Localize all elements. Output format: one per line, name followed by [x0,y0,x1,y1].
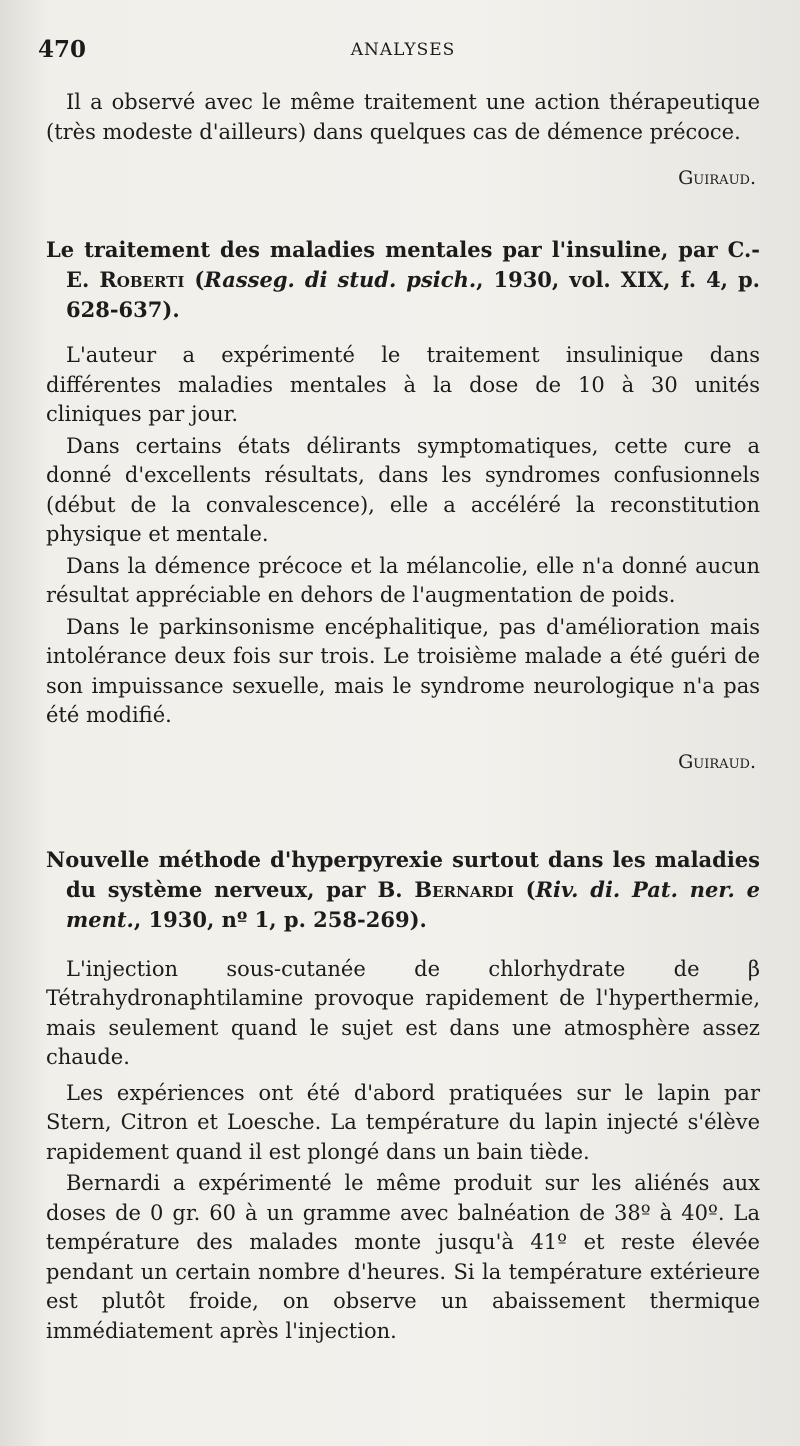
paragraph: L'injection sous-cutanée de chlorhydrate de β Tétrahydronaphtilamine provoque rapidement de l'hyperthermie, mais seulement quand le sujet est dans une atmosphère assez chaude. [46,956,760,1069]
signature: Guiraud. [678,750,756,773]
source-open: ( [184,267,205,292]
paragraph: L'auteur a expérimenté le traitement insulinique dans différentes maladies mentales à la dose de 10 à 30 unités cliniques par jour. [46,343,760,426]
running-head [38,36,760,66]
source-open: ( [513,876,536,902]
source-reference: , 1930, nº 1, p. 258-269). [133,906,427,932]
continuation-paragraph: Il a observé avec le même traitement une action thérapeutique (très modeste d'ailleurs) dans quelques cas de démence précoce. [46,90,760,144]
author-name: Roberti [99,267,185,292]
paragraph: Bernardi a expérimenté le même produit sur les aliénés aux doses de 0 gr. 60 à un gramme avec balnéation de 38º à 40º. La température des malades monte jusqu'à 41º et reste élevée pendant un certain nombre d'heures. Si la température extérieure est plutôt froide, on observe un abaissement thermique immédiatement après l'injection. [46,1171,760,1343]
page-number: 470 [38,36,87,63]
journal-name: Riv. di. Pat. ner. e ment. [66,876,760,932]
paragraph: Les expériences ont été d'abord pratiquées sur le lapin par Stern, Citron et Loesche. La température du lapin injecté s'élève rapidement quand il est plongé dans un bain tiède. [46,1080,760,1164]
entry-title-text: Le traitement des maladies mentales par l'insuline, par C.-E. [46,237,760,292]
journal-name: Rasseg. di stud. psich. [204,267,477,292]
author-name: Bernardi [414,876,514,902]
signature: Guiraud. [678,167,756,189]
paragraph: Dans la démence précoce et la mélancolie, elle n'a donné aucun résultat appréciable en dehors de l'augmentation de poids. [46,553,760,607]
entry-title [46,235,760,325]
source-reference: , 1930, vol. XIX, f. 4, p. 628-637). [66,267,760,322]
paragraph: Dans le parkinsonisme encéphalitique, pas d'amélioration mais intolérance deux fois sur trois. Le troisième malade a été guéri de son impuissance sexuelle, mais le syndrome neurologique n'a pas été modifié. [46,614,760,727]
entry-title [46,845,760,935]
entry-title-text: Nouvelle méthode d'hyperpyrexie surtout dans les maladies du système nerveux, par B. [46,846,760,902]
running-title: ANALYSES [350,40,456,60]
paragraph: Dans certains états délirants symptomatiques, cette cure a donné d'excellents résultats, dans les syndromes confusionnels (début de la convalescence), elle a accéléré la reconstitution physique et mentale. [46,433,760,546]
